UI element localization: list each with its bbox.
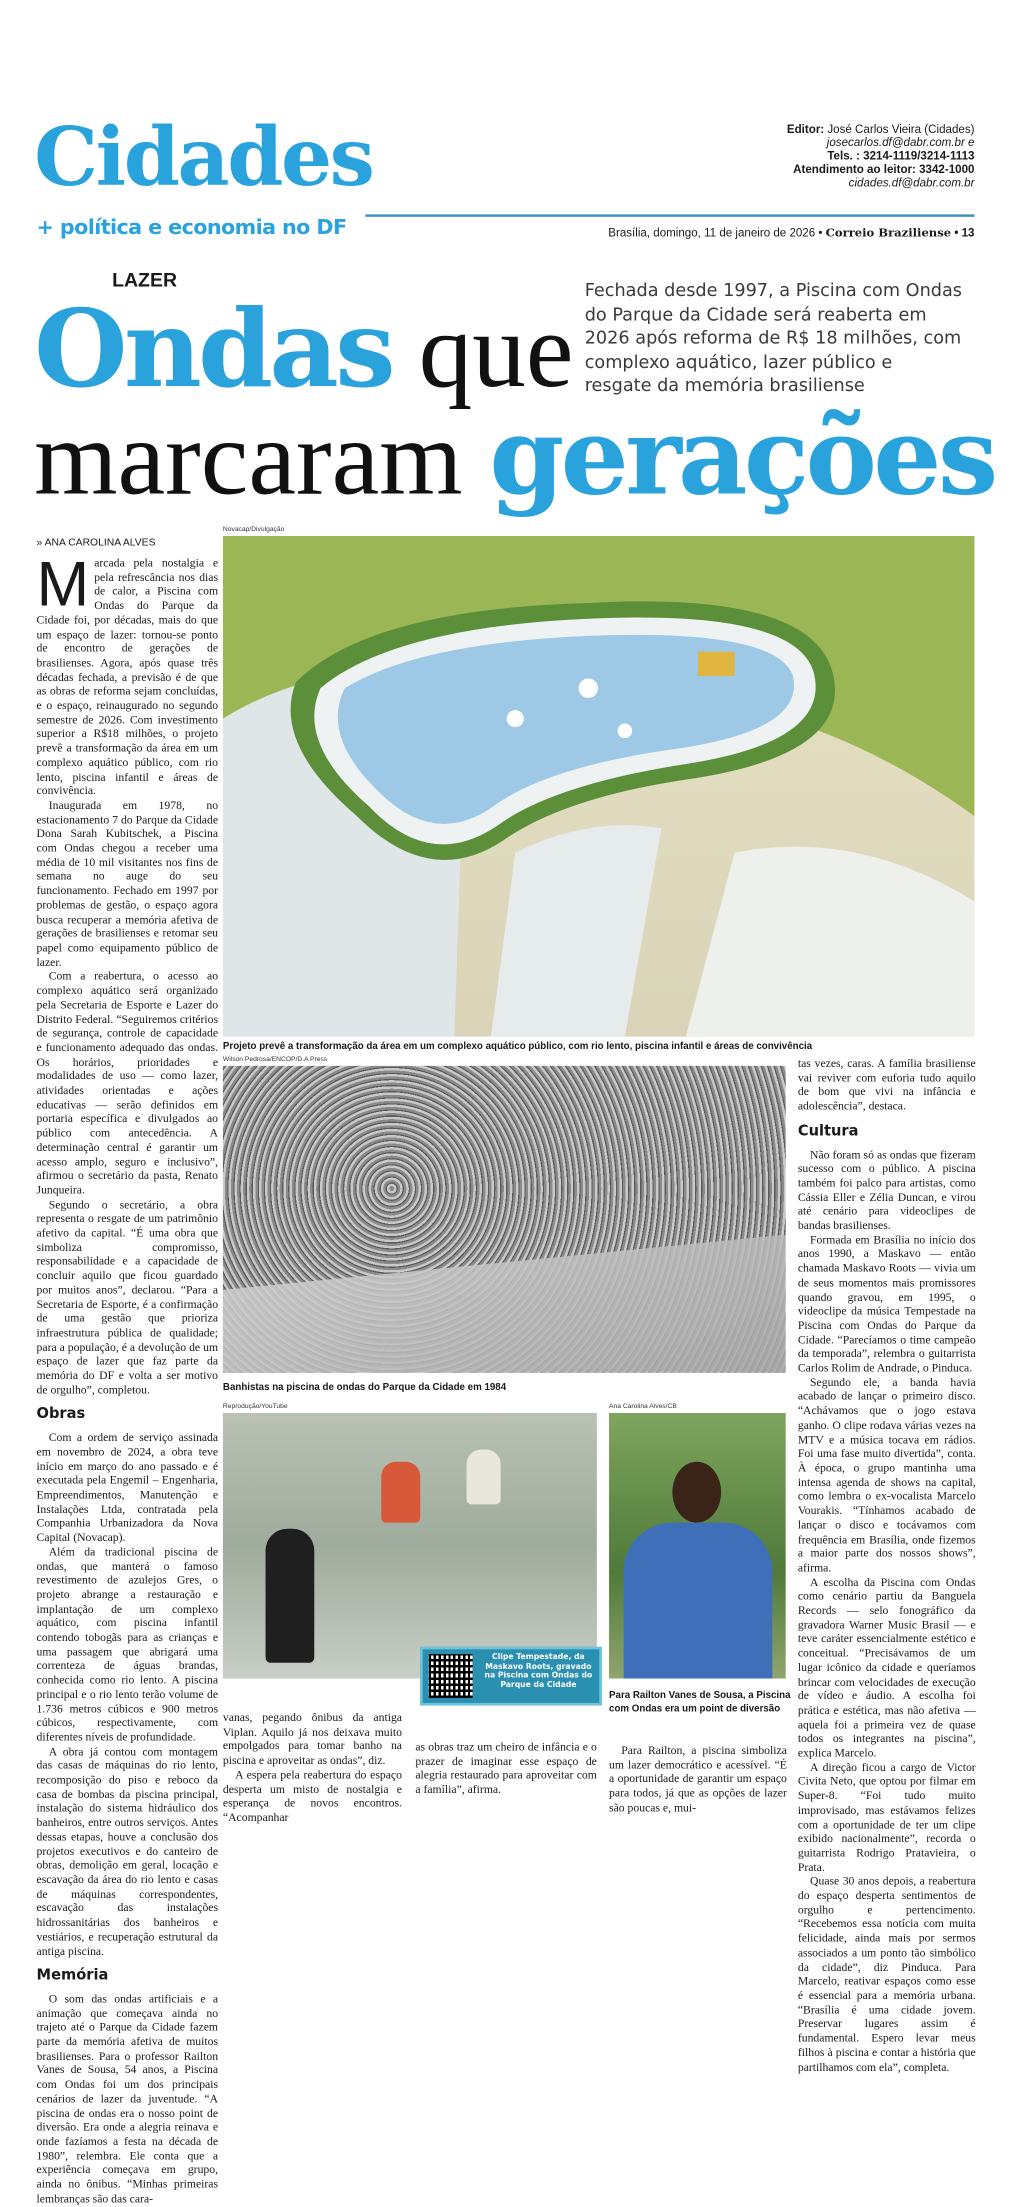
paragraph: Inaugurada em 1978, no estacionamento 7 do Parque da Cidade Dona Sarah Kubitschek, a Piscina com Ondas chegou a receber uma média de 10 mil visitantes nos fins de semana no auge do seu funcionamento. Fechado em 1997 por problemas de gestão, o espaço agora busca recuperar a memória afetiva de gerações de brasilienses e retomar seu papel como equipamento público de lazer.	[36, 799, 219, 970]
pool-deck-area	[223, 1235, 786, 1373]
page-number: • 13	[954, 226, 975, 240]
paragraph: O som das ondas artificiais e a animação que começava ainda no trajeto até o Parque da Cidade fazem parte da memória afetiva de muitos brasilienses. Para o professor Railton Vanes de Sousa, 54 anos, a Piscina com Ondas foi um dos principais cenários de lazer da juventude. “A piscina de ondas era o nosso point de diversão. Era onde a alegria reinava e onde fazíamos a festa na década de 1980”, relembra. Ele conta que a experiência começava em grupo, ainda no ônibus. “Minhas primeiras lembranças são das cara-	[36, 1992, 219, 2206]
bottom-column-c	[609, 1744, 787, 1815]
qr-code-icon[interactable]	[429, 1654, 473, 1698]
subhead-cultura: Cultura	[797, 1121, 859, 1139]
deck: Fechada desde 1997, a Piscina com Ondas do Parque da Cidade será reaberta em 2026 após reforma de R$ 18 milhões, com complexo aquático, lazer público e resgate da memória brasiliense	[584, 281, 963, 396]
headline-word: que	[418, 292, 574, 411]
photo-caption: Banhistas na piscina de ondas do Parque da Cidade em 1984	[222, 1381, 507, 1393]
paragraph: tas vezes, caras. A família brasiliense vai reviver com euforia tudo aquilo de bom que vivi na infância e adolescência”, destaca.	[797, 1057, 976, 1114]
paragraph: Para Railton, a piscina simboliza um lazer democrático e acessível. “É a oportunidade de garantir um espaço para todos, já que as opções de lazer são poucas e, mui-	[609, 1744, 787, 1815]
paragraph: Além da tradicional piscina de ondas, que manterá o famoso revestimento de azulejos Gres, o projeto abrange a restauração e implantação de um complexo aquático, com piscina infantil contendo tobogãs para as crianças e uma passagem que abrigará uma correnteza de águas brandas, conhecida como rio lento. A piscina principal e o rio lento terão volume de 1.736 metros cúbicos e 900 metros cúbicos, respectivamente, com diferentes níveis de profundidade.	[36, 1545, 219, 1745]
person-figure	[381, 1462, 420, 1523]
section-subtitle: + política e economia no DF	[36, 215, 347, 240]
right-column	[798, 1057, 976, 2074]
drop-cap: M	[36, 549, 90, 621]
editor-info	[787, 123, 975, 190]
photo-credit: Novacap/Divulgação	[222, 526, 285, 534]
paragraph: Segundo ele, a banda havia acabado de lançar o primeiro disco. “Achávamos que o jogo estava ganho. O clipe rodava várias vezes na MTV e a música tocava em rádios. Foi uma fase muito divertida”, conta. À época, o grupo mantinha uma intensa agenda de shows na capital, como lembra o ex-vocalista Marcelo Vourakis. “Tínhamos acabado de lançar o disco e tocávamos com frequência em Brasília, onde fizemos a maior parte dos nossos shows”, afirma.	[797, 1376, 976, 1575]
photo-credit: Wilson Pedrosa/ENCOP/D.A Press	[222, 1056, 328, 1064]
paragraph: Formada em Brasília no início dos anos 1990, a Maskavo — então chamada Maskavo Roots — vivia um de seus momentos mais promissores quando gravou, em 1995, o videoclipe da música Tempestade na Piscina com Ondas do Parque da Cidade. “Parecíamos o time campeão da temporada”, relembra o guitarrista Carlos Rolim de Andrade, o Pinduca.	[797, 1233, 976, 1376]
paragraph: A espera pela reabertura do espaço desperta um misto de nostalgia e esperança de novos encontros. “Acompanhar	[222, 1768, 402, 1825]
blue-shirt	[624, 1523, 773, 1679]
paragraph: arcada pela nostalgia e pela refrescância nos dias de calor, a Piscina com Ondas do Parque da Cidade foi, por décadas, mais do que um espaço de lazer: tornou-se ponto de encontro de gerações de brasilienses. Agora, após quase três décadas fechada, a previsão é de que as obras de reforma sejam concluídas, e o espaço, reinaugurado no segundo semestre de 2026. Com investimento superior a R$18 milhões, o projeto prevê a transformação da área em um complexo aquático público, com rio lento, piscina infantil e áreas de convivência.	[36, 556, 219, 799]
photo-caption: Projeto prevê a transformação da área em um complexo aquático público, com rio lento, piscina infantil e áreas de convivência	[222, 1040, 813, 1052]
bottom-column-a	[223, 1711, 402, 1825]
byline: » ANA CAROLINA ALVES	[36, 535, 156, 549]
section-email[interactable]: cidades.df@dabr.com.br	[848, 176, 975, 191]
paragraph: A escolha da Piscina com Ondas como cenário partiu da Banguela Records — selo fonográfico da gravadora Warner Music Brasil — e teve caráter essencialmente estético e conceitual. “Precisávamos de um lugar icônico da cidade e queríamos brincar com velocidades de execução de vídeo e áudio. A escolha foi prática e estética, mas não afetiva — aquela foi a primeira vez de quase todos os integrantes na piscina”, explica Marcelo.	[797, 1575, 976, 1761]
paragraph: Com a reabertura, o acesso ao complexo aquático será organizado pela Secretaria de Esporte e Lazer do Distrito Federal. “Seguiremos critérios de segurança, controle de capacidade e funcionamento adequado das ondas. Os horários, prioridades e modalidades de uso — como lazer, atividades orientadas e ações educativas — serão definidos em portaria específica e divulgados ao público com antecedência. A determinação central é garantir um acesso amplo, seguro e inclusivo”, afirmou o secretário da pasta, Renato Junqueira.	[36, 970, 219, 1198]
editor-label: Editor:	[786, 123, 825, 137]
editor-name: José Carlos Vieira (Cidades)	[827, 123, 975, 137]
headline-word: Ondas	[34, 285, 392, 412]
paragraph: as obras traz um cheiro de infância e o prazer de imaginar esse espaço de alegria restaurado para aproveitar com a família”, afirma.	[415, 1740, 597, 1797]
paragraph: A direção ficou a cargo de Victor Civita Neto, que optou por filmar em Super-8. “Foi tudo muito improvisado, mas estávamos felizes com a oportunidade de ter um clipe exibido nacionalmente”, recorda o guitarrista Rodrigo Pratavieira, o Prata.	[797, 1761, 976, 1875]
paragraph: Com a ordem de serviço assinada em novembro de 2024, a obra teve início em março do ano passado e é executada pela Engemil – Engenharia, Empreendimentos, Manutenção e Instalações Ltda, contratada pela Companhia Urbanizadora da Nova Capital (Novacap).	[36, 1431, 219, 1545]
paragraph: Não foram só as ondas que fizeram sucesso com o público. A piscina também foi palco para artistas, como Cássia Eller e Zélia Duncan, e virou até cenário para videoclipes de bandas brasilienses.	[797, 1148, 976, 1233]
photo-caption: Para Railton Vanes de Sousa, a Piscina com Ondas era um point de diversão	[609, 1689, 791, 1714]
date: Brasília, domingo, 11 de janeiro de 2026 •	[608, 226, 823, 240]
dateline	[608, 227, 974, 240]
paragraph: A obra já contou com montagem das casas de máquinas do rio lento, recomposição do piso e reboco da casa de bombas da piscina principal, instalação do sistema hidráulico dos banheiros, entre outros serviços. Antes dessas etapas, houve a conclusão dos projetos executivos e do canteiro de obras, demolição em geral, locação e escavação da área do rio lento e casas de máquinas correspondentes, escavação das instalações hidrossanitárias dos banheiros e vestiários, e recuperação estrutural da antiga piscina.	[36, 1745, 219, 1959]
reader-service: Atendimento ao leitor: 3342-1000	[793, 163, 975, 177]
subhead-memoria: Memória	[36, 1966, 109, 1984]
historic-crowd-photo	[223, 1066, 786, 1373]
photo-credit: Ana Carolina Alves/CB	[609, 1403, 677, 1411]
kicker: LAZER	[112, 270, 178, 292]
headline-word: marcaram	[34, 399, 463, 518]
subhead-obras: Obras	[36, 1405, 86, 1423]
pool-render-photo	[223, 536, 975, 1037]
paper-name: Correio Braziliense	[825, 226, 952, 240]
music-video-still-photo	[223, 1413, 597, 1679]
person-figure	[266, 1529, 315, 1663]
paragraph: Segundo o secretário, a obra representa o resgate de um patrimônio afetivo da capital. “É uma obra que simboliza compromisso, responsabilidade e a capacidade de concluir aquilo que ficou guardado por muitos anos”, declarou. “Para a Secretaria de Esporte, é a confirmação de uma gestão que prioriza infraestrutura pública de qualidade; para a população, é a devolução de um espaço de lazer que faz parte da memória do DF e volta a ser motivo de orgulho”, completou.	[36, 1198, 219, 1397]
person-figure	[467, 1450, 501, 1505]
section-title: Cidades	[34, 109, 373, 205]
photo-credit: Reprodução/YouTube	[222, 1403, 288, 1411]
phones: Tels. : 3214-1119/3214-1113	[827, 149, 975, 164]
left-column	[36, 549, 219, 2207]
headline-line-1	[34, 285, 574, 412]
qr-caption: Clipe Tempestade, da Maskavo Roots, gravado na Piscina com Ondas do Parque da Cidade	[484, 1652, 593, 1690]
header-rule	[365, 214, 974, 216]
qr-code-box[interactable]	[420, 1647, 601, 1705]
paragraph: Quase 30 anos depois, a reabertura do espaço desperta sentimentos de orgulho e pertencimento. “Recebemos essa notícia com muita felicidade, ainda mais por sermos associados a um ponto tão simbólico da cidade”, diz Pinduca. Para Marcelo, reativar espaços como esse é essencial para a memória urbana. “Brasília é uma cidade jovem. Preservar lugares assim é fundamental. Espero levar meus filhos à piscina e contar a história que partilhamos com ela”, completa.	[797, 1875, 976, 2074]
headline-word: gerações	[489, 392, 995, 519]
editor-email[interactable]: josecarlos.df@dabr.com.br e	[826, 136, 975, 150]
pool-render-illustration	[223, 536, 975, 1037]
paragraph: vanas, pegando ônibus da antiga Viplan. Aquilo já nos deixava muito empolgados para tomar banho na piscina e aproveitar as ondas”, diz.	[222, 1711, 402, 1768]
person-head	[672, 1462, 721, 1523]
headline-line-2	[34, 392, 995, 519]
bottom-column-b	[415, 1741, 596, 1798]
portrait-photo	[609, 1413, 786, 1679]
